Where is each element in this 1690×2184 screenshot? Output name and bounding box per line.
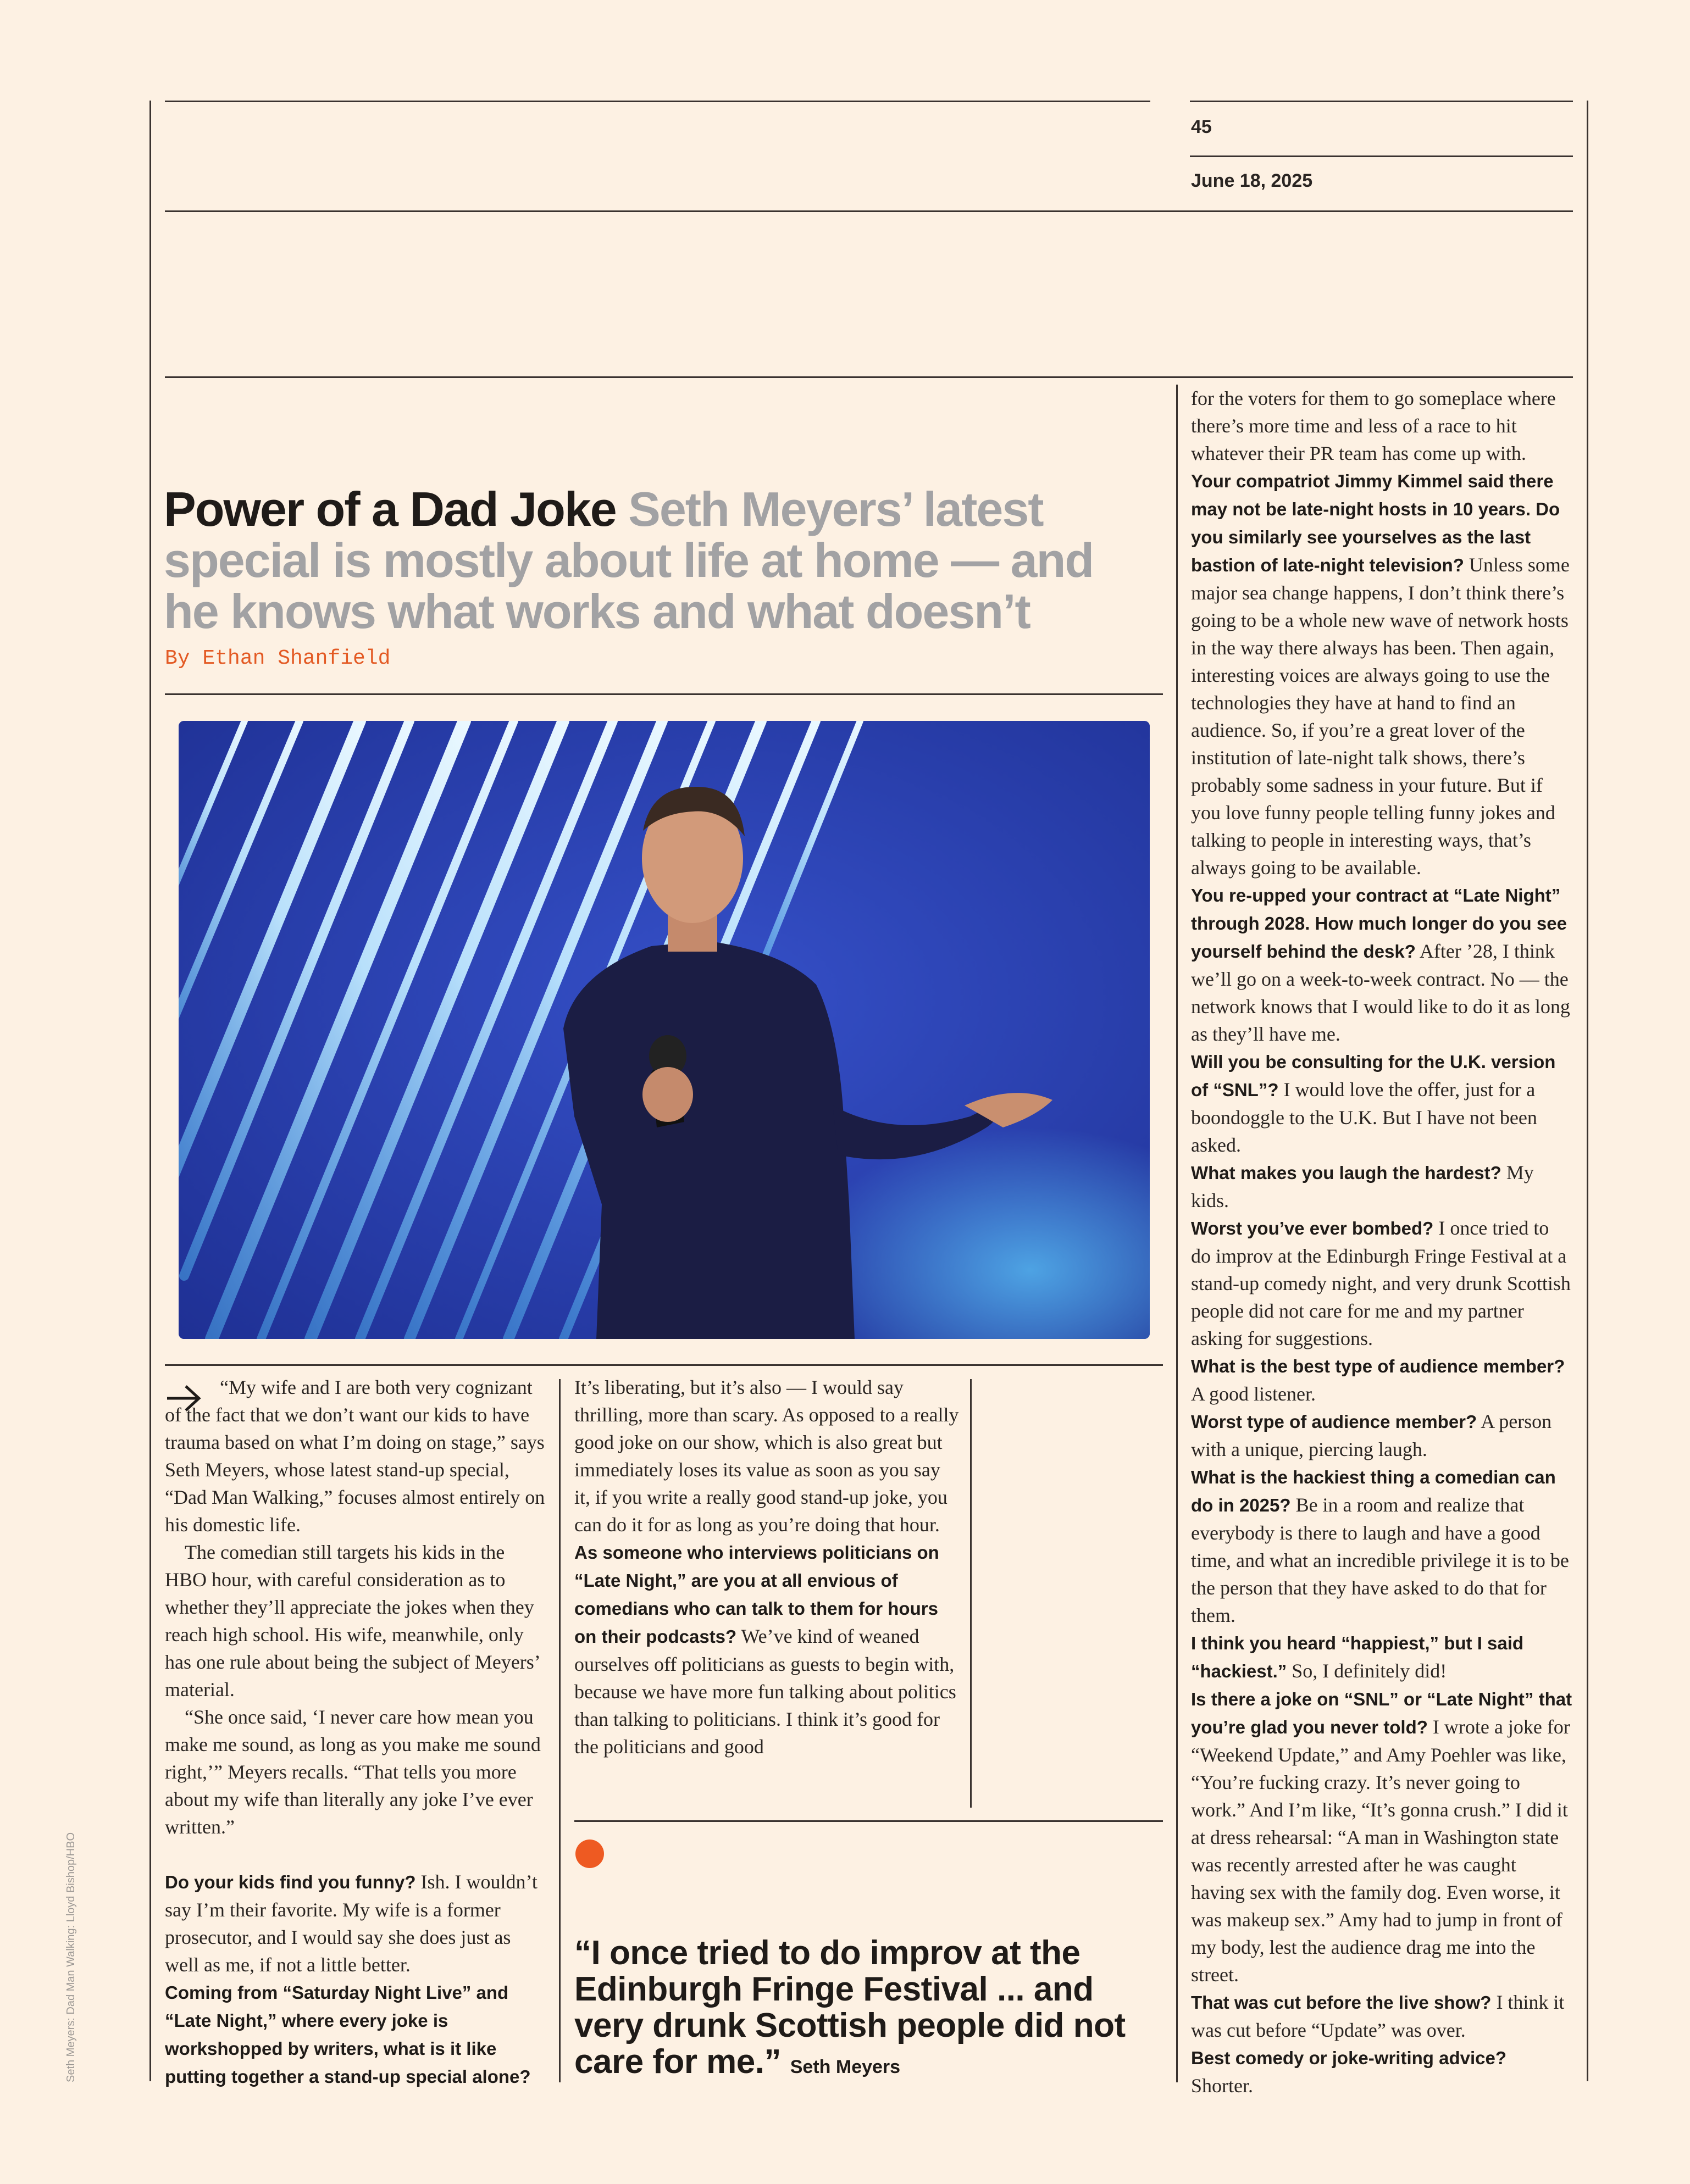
byline: By Ethan Shanfield (165, 647, 391, 670)
qa-12: I think you heard “happiest,” but I said “hackiest.” So, I definitely did! (1191, 1633, 1524, 1682)
column-divider-1 (559, 1379, 561, 2082)
article-title: Power of a Dad Joke (164, 482, 616, 536)
article-column-2 (574, 1374, 959, 1760)
qa-8: Worst you’ve ever bombed? I once tried to do improv at the Edinburgh Fringe Festival at a stand-up comedy night, and very drunk Scottish people did not care for me and my partner asking for suggestions. (1191, 1217, 1571, 1349)
stage-photo-illustration (179, 721, 1150, 1339)
headline (164, 484, 1153, 637)
qa-11: What is the hackiest thing a comedian can do in 2025? Be in a room and realize that everybody is there to laugh and have a good time, and what an incredible privilege it is to be the person that they have asked to do that for them. (1191, 1467, 1569, 1626)
qa-3-continued: for the voters for them to go someplace where there’s more time and less of a race to hit whatever their PR team has come up with. (1191, 387, 1556, 464)
qa-2-answer: It’s liberating, but it’s also — I would say thrilling, more than scary. As opposed to a really good joke on our show, which is also great but immediately loses its value as soon as you say it, if you write a really good stand-up joke, you can do it for as long as you’re doing that hour. (574, 1376, 959, 1536)
page-number: 45 (1191, 116, 1212, 137)
paragraph-3: “She once said, ‘I never care how mean you make me sound, as long as you make me sound right,’” Meyers recalls. “That tells you more about my wife than literally any joke I’ve ever written.” (165, 1706, 541, 1838)
issue-date: June 18, 2025 (1191, 170, 1313, 191)
pull-quote-dot (575, 1840, 604, 1868)
qa-10: Worst type of audience member? A person with a unique, piercing laugh. (1191, 1410, 1552, 1460)
section-top-rule (165, 376, 1573, 378)
column-divider-2 (970, 1379, 972, 1808)
right-frame-rule (1587, 101, 1588, 2081)
headline-bottom-rule (165, 693, 1163, 695)
header-top-rule-left (165, 101, 1150, 102)
qa-3: As someone who interviews politicians on “Late Night,” are you at all envious of comedians who can talk to them for hours on their podcasts? We’ve kind of weaned ourselves off politicians as guests to begin with, because we have more fun talking about politics than talking to politicians. I think it’s good for the politicians and good (574, 1542, 956, 1758)
pull-quote-top-rule (574, 1820, 1163, 1822)
qa-7: What makes you laugh the hardest? My kids. (1191, 1162, 1534, 1212)
article-column-1 (165, 1374, 547, 2091)
pull-quote-attribution: Seth Meyers (790, 2057, 901, 2077)
qa-13: Is there a joke on “SNL” or “Late Night” that you’re glad you never told? I wrote a joke for “Weekend Update,” and Amy Poehler was like, “You’re fucking crazy. It’s never going to work.” And I’m like, “It’s gonna crush.” I did it at dress rehearsal: “A man in Washington state was recently arrested after he was caught having sex with the family dog. Even worse, it was makeup sex.” Amy had to jump in front of my body, lest the audience drag me into the street. (1191, 1689, 1572, 1986)
article-column-3 (1191, 385, 1573, 2099)
qa-9: What is the best type of audience member? A good listener. (1191, 1356, 1565, 1405)
left-frame-rule (149, 101, 151, 2081)
hero-photo (179, 721, 1150, 1339)
qa-6: Will you be consulting for the U.K. version of “SNL”? I would love the offer, just for a boondoggle to the U.K. But I have not been asked. (1191, 1052, 1556, 1156)
pull-quote-text: “I once tried to do improv at the Edinburgh Fringe Festival ... and very drunk Scottish people did not care for me.” (574, 1934, 1126, 2081)
pull-quote (574, 1935, 1157, 2085)
qa-15: Best comedy or joke-writing advice? Shorter. (1191, 2048, 1506, 2097)
qa-1: Do your kids find you funny? Ish. I wouldn’t say I’m their favorite. My wife is a former prosecutor, and I would say she does just as well as me, if not a little better. (165, 1871, 538, 1976)
header-mid-rule (1190, 155, 1573, 157)
qa-4: Your compatriot Jimmy Kimmel said there may not be late-night hosts in 10 years. Do you similarly see yourselves as the last bastion of late-night television? Unless some major sea change happens, I don’t think there’s going to be a whole new wave of network hosts in the way there always has been. Then again, interesting voices are always going to use the technologies they have at hand to find an audience. So, if you’re a great lover of the institution of late-night talk shows, there’s probably some sadness in your future. But if you love funny people telling funny jokes and talking to people in interesting ways, that’s always going to be available. (1191, 471, 1570, 879)
column-divider-3 (1176, 385, 1178, 2082)
qa-5: You re-upped your contract at “Late Night” through 2028. How much longer do you see yourself behind the desk? After ’28, I think we’ll go on a week-to-week contract. No — the network knows that I would like to do it as long as they’ll have me. (1191, 885, 1570, 1045)
article-dek: Seth Meyers’ latest special is mostly about life at home — and he knows what works and what doesn’t (164, 482, 1094, 638)
photo-credit: Seth Meyers: Dad Man Walking: Lloyd Bishop/HBO (65, 1832, 77, 2082)
photo-bottom-rule (165, 1364, 1163, 1366)
header-bottom-rule (165, 210, 1573, 212)
paragraph-2: The comedian still targets his kids in the HBO hour, with careful consideration as to whether they’ll appreciate the jokes when they reach high school. His wife, meanwhile, only has one rule about being the subject of Meyers’ material. (165, 1541, 540, 1700)
lead-paragraph: “My wife and I are both very cognizant of the fact that we don’t want our kids to have trauma based on what I’m doing on stage,” says Seth Meyers, whose latest stand-up special, “Dad Man Walking,” focuses almost entirely on his domestic life. (165, 1376, 545, 1536)
header-top-rule-right (1190, 101, 1573, 102)
qa-2-question: Coming from “Saturday Night Live” and “Late Night,” where every joke is workshopped by writers, what is it like putting together a stand-up special alone? (165, 1982, 531, 2087)
qa-14: That was cut before the live show? I think it was cut before “Update” was over. (1191, 1991, 1565, 2041)
